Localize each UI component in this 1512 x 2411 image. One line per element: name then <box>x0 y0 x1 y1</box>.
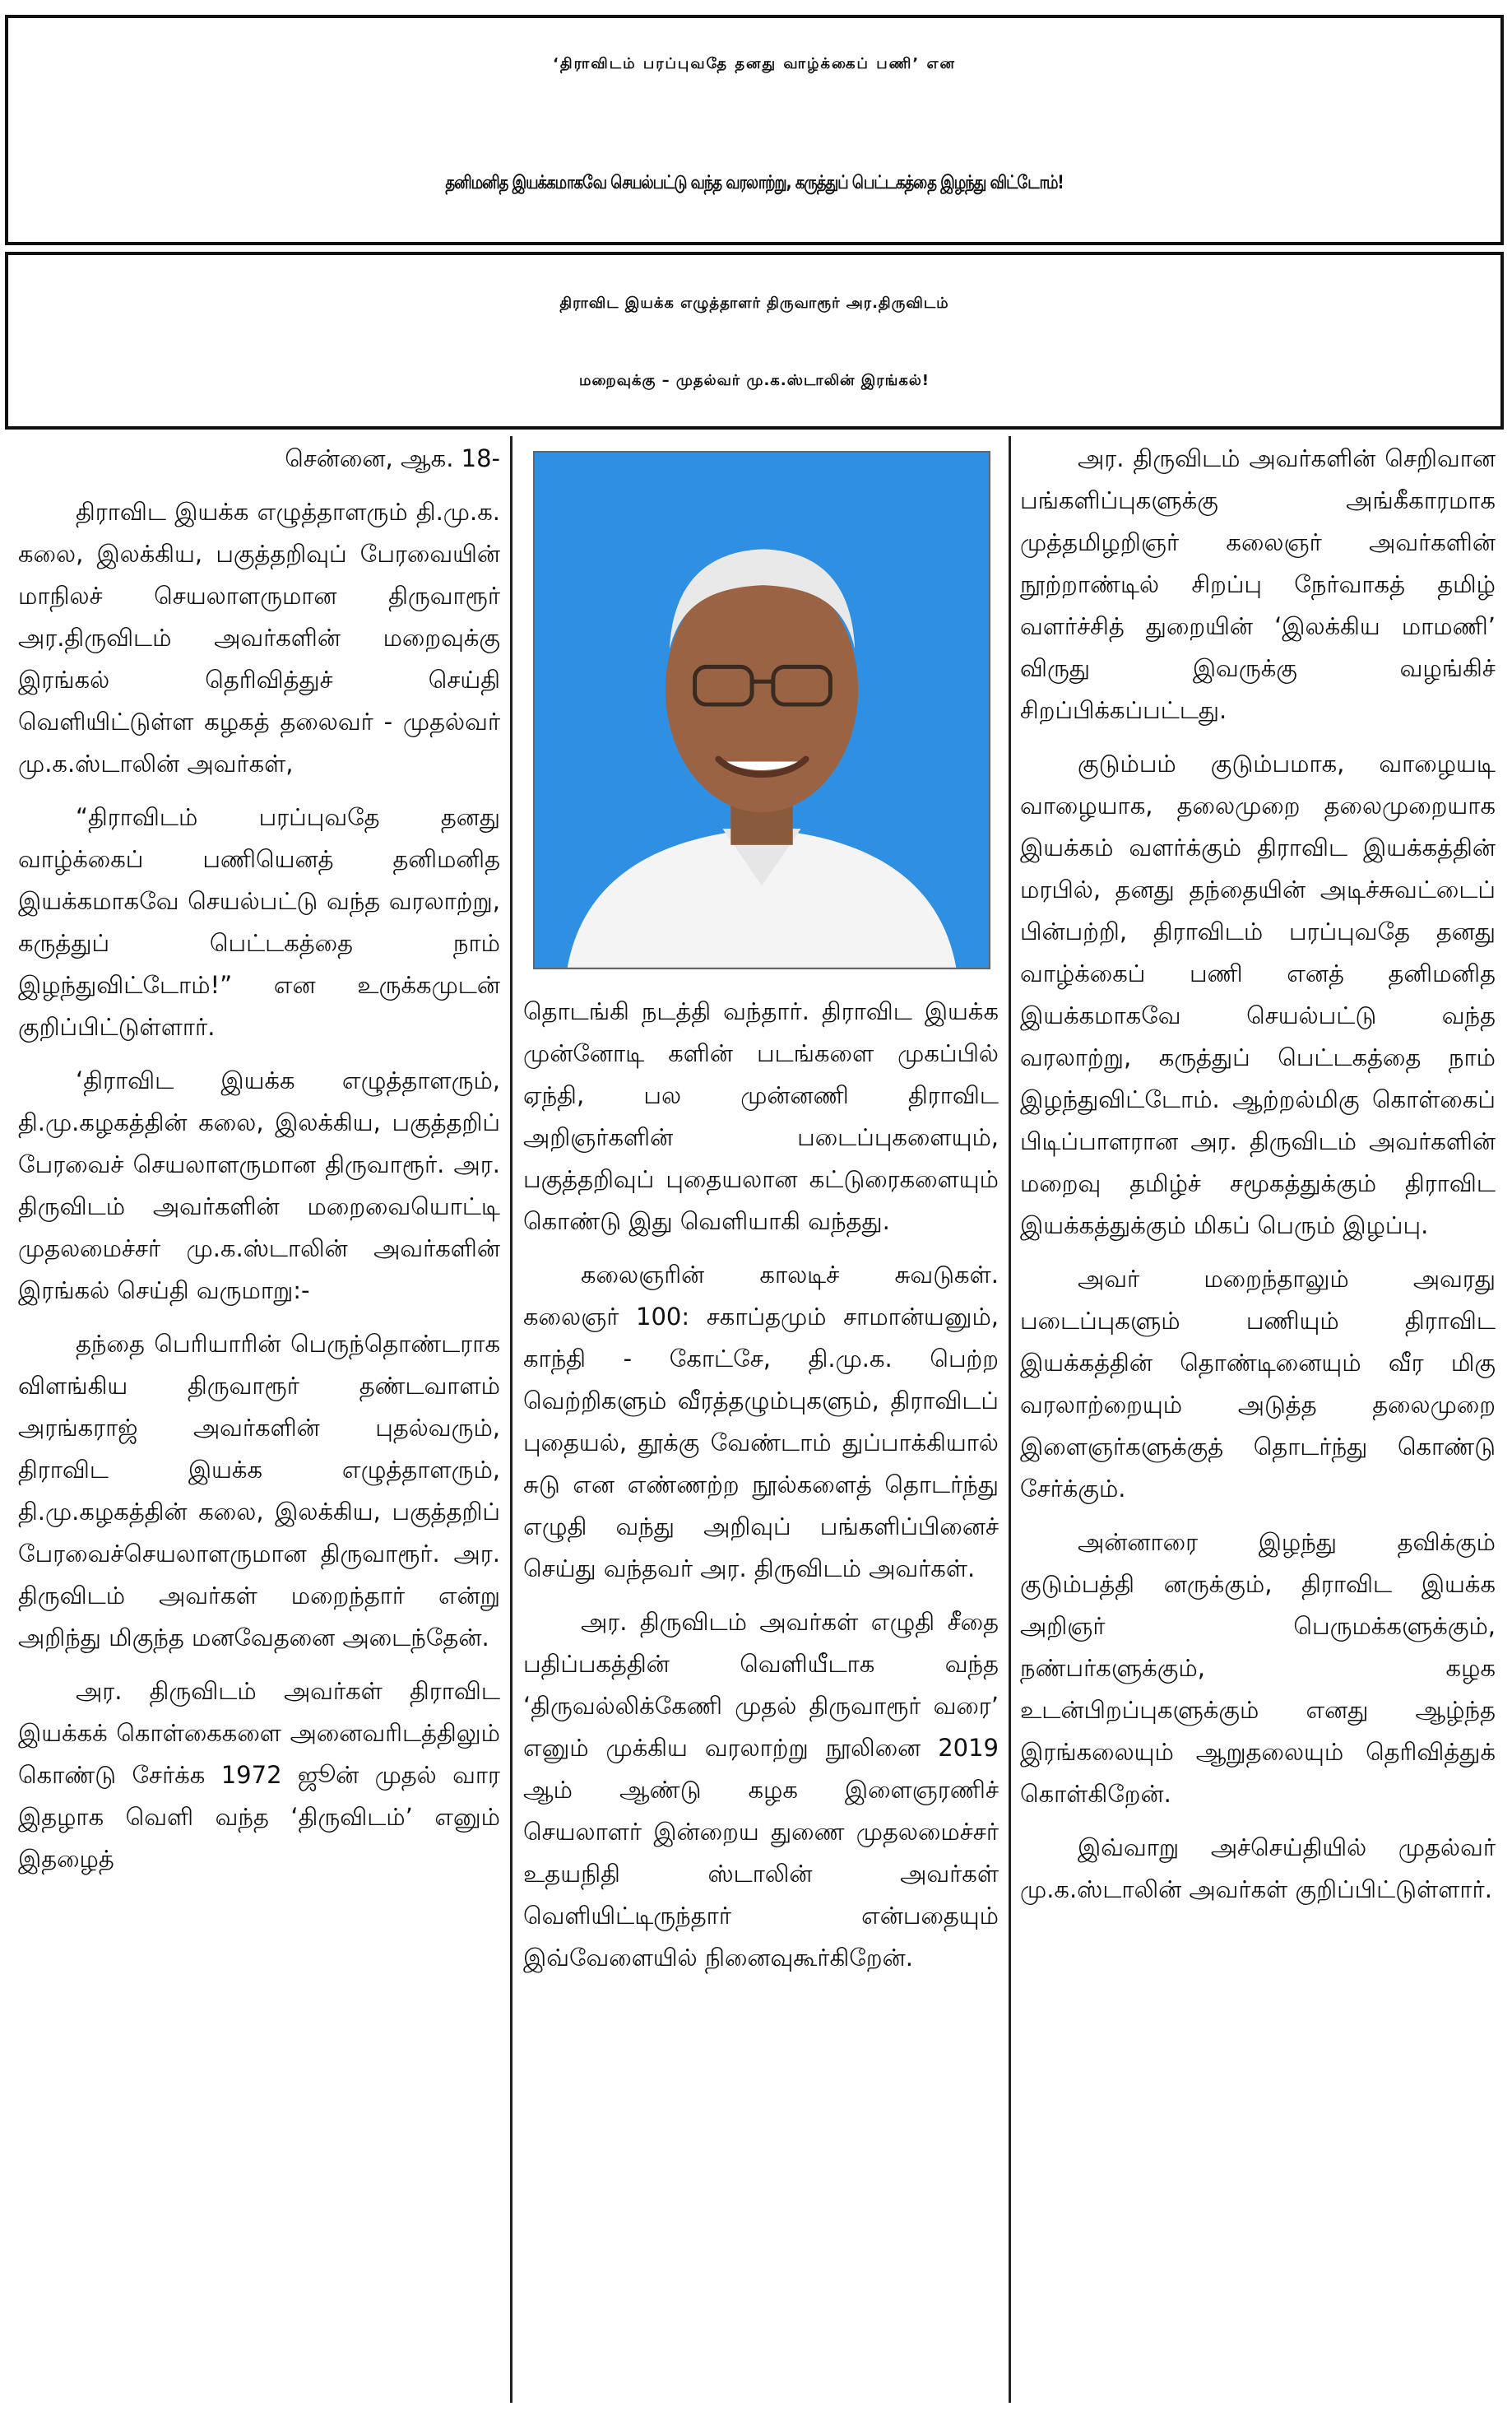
headline-box <box>5 15 1504 245</box>
headline-line-2: தனிமனித இயக்கமாகவே செயல்பட்டு வந்த வரலாற்று, கருத்துப் பெட்டகத்தை இழந்து விட்டோம்! <box>445 172 1064 194</box>
paragraph: தந்தை பெரியாரின் பெருந்தொண்டராக விளங்கிய திருவாரூர் தண்டவாளம் அரங்கராஜ் அவர்களின் புதல்வரும், திராவிட இயக்க எழுத்தாளரும், தி.மு.கழகத்தின் கலை, இலக்கிய, பகுத்தறிப் பேரவைச்செயலாளருமான திருவாரூர். அர. திருவிடம் அவர்கள் மறைந்தார் என்று அறிந்து மிகுந்த மனவேதனை அடைந்தேன். <box>18 1330 500 1651</box>
column-divider <box>1009 436 1011 2403</box>
paragraph: “திராவிடம் பரப்புவதே தனது வாழ்க்கைப் பணியெனத் தனிமனித இயக்கமாகவே செயல்பட்டு வந்த வரலாற்று, கருத்துப் பெட்டகத்தை நாம் இழந்துவிட்டோம்!” என உருக்கமுடன் குறிப்பிட்டுள்ளார். <box>18 803 500 1041</box>
portrait-icon <box>535 453 989 968</box>
article-column-1 <box>18 438 500 1892</box>
paragraph: குடும்பம் குடும்பமாக, வாழையடி வாழையாக, தலைமுறை தலைமுறையாக இயக்கம் வளர்க்கும் திராவிட இயக்கத்தின் மரபில், தனது தந்தையின் அடிச்சுவட்டைப் பின்பற்றி, திராவிடம் பரப்புவதே தனது வாழ்க்கைப் பணி எனத் தனிமனித இயக்கமாகவே செயல்பட்டு வந்த வரலாற்று, கருத்துப் பெட்டகத்தை நாம் இழந்துவிட்டோம். ஆற்றல்மிகு கொள்கைப் பிடிப்பாளரான அர. திருவிடம் அவர்களின் மறைவு தமிழ்ச் சமூகத்துக்கும் திராவிட இயக்கத்துக்கும் மிகப் பெரும் இழப்பு. <box>1020 750 1496 1239</box>
paragraph: ‘திராவிட இயக்க எழுத்தாளரும், தி.மு.கழகத்தின் கலை, இலக்கிய, பகுத்தறிப் பேரவைச் செயலாளருமான திருவாரூர். அர. திருவிடம் அவர்களின் மறைவையொட்டி முதலமைச்சர் மு.க.ஸ்டாலின் அவர்களின் இரங்கல் செய்தி வருமாறு:- <box>18 1066 500 1304</box>
dateline: சென்னை, ஆக. 18- <box>285 444 500 472</box>
portrait-photo <box>533 451 990 969</box>
paragraph: தொடங்கி நடத்தி வந்தார். திராவிட இயக்க முன்னோடி களின் படங்களை முகப்பில் ஏந்தி, பல முன்னணி திராவிட அறிஞர்களின் படைப்புகளையும், பகுத்தறிவுப் புதையலான கட்டுரைகளையும் கொண்டு இது வெளியாகி வந்தது. <box>523 997 999 1235</box>
paragraph: அர. திருவிடம் அவர்களின் செறிவான பங்களிப்புகளுக்கு அங்கீகாரமாக முத்தமிழறிஞர் கலைஞர் அவர்களின் நூற்றாண்டில் சிறப்பு நேர்வாகத் தமிழ் வளர்ச்சித் துறையின் ‘இலக்கிய மாமணி’ விருது இவருக்கு வழங்கிச் சிறப்பிக்கப்பட்டது. <box>1020 444 1496 724</box>
paragraph: அவர் மறைந்தாலும் அவரது படைப்புகளும் பணியும் திராவிட இயக்கத்தின் தொண்டினையும் வீர மிகு வரலாற்றையும் அடுத்த தலைமுறை இளைஞர்களுக்குத் தொடர்ந்து கொண்டு சேர்க்கும். <box>1020 1265 1496 1503</box>
headline-line-1: ‘திராவிடம் பரப்புவதே தனது வாழ்க்கைப் பணி’ என <box>553 55 956 72</box>
subheadline-box <box>5 252 1504 430</box>
article-column-2 <box>523 991 999 1991</box>
paragraph: அர. திருவிடம் அவர்கள் எழுதி சீதை பதிப்பகத்தின் வெளியீடாக வந்த ‘திருவல்லிக்கேணி முதல் திருவாரூர் வரை’ எனும் முக்கிய வரலாற்று நூலினை 2019 ஆம் ஆண்டு கழக இளைஞரணிச் செயலாளர் இன்றைய துணை முதலமைச்சர் உதயநிதி ஸ்டாலின் அவர்கள் வெளியிட்டிருந்தார் என்பதையும் இவ்வேளையில் நினைவுகூர்கிறேன். <box>523 1608 999 1972</box>
paragraph: அர. திருவிடம் அவர்கள் திராவிட இயக்கக் கொள்கைகளை அனைவரிடத்திலும் கொண்டு சேர்க்க 1972 ஜூன் முதல் வார இதழாக வெளி வந்த ‘திருவிடம்’ எனும் இதழைத் <box>18 1677 500 1873</box>
subheadline-line-1: திராவிட இயக்க எழுத்தாளர் திருவாரூர் அர.திருவிடம் <box>559 295 949 312</box>
paragraph: அன்னாரை இழந்து தவிக்கும் குடும்பத்தி னருக்கும், திராவிட இயக்க அறிஞர் பெருமக்களுக்கும், நண்பர்களுக்கும், கழக உடன்பிறப்புகளுக்கும் எனது ஆழ்ந்த இரங்கலையும் ஆறுதலையும் தெரிவித்துக் கொள்கிறேன். <box>1020 1528 1496 1808</box>
column-divider <box>510 436 513 2403</box>
paragraph: கலைஞரின் காலடிச் சுவடுகள். கலைஞர் 100: சகாப்தமும் சாமான்யனும், காந்தி - கோட்சே, தி.மு.க. பெற்ற வெற்றிகளும் வீரத்தழும்புகளும், திராவிடப் புதையல், தூக்கு வேண்டாம் துப்பாக்கியால் சுடு என எண்ணற்ற நூல்களைத் தொடர்ந்து எழுதி வந்து அறிவுப் பங்களிப்பினைச் செய்து வந்தவர் அர. திருவிடம் அவர்கள். <box>523 1261 999 1582</box>
article-column-3 <box>1020 438 1496 1922</box>
paragraph: திராவிட இயக்க எழுத்தாளரும் தி.மு.க. கலை, இலக்கிய, பகுத்தறிவுப் பேரவையின் மாநிலச் செயலாளருமான திருவாரூர் அர.திருவிடம் அவர்களின் மறைவுக்கு இரங்கல் தெரிவித்துச் செய்தி வெளியிட்டுள்ள கழகத் தலைவர் - முதல்வர் மு.க.ஸ்டாலின் அவர்கள், <box>18 498 500 778</box>
subheadline-line-2: மறைவுக்கு – முதல்வர் மு.க.ஸ்டாலின் இரங்கல்! <box>578 372 930 389</box>
paragraph: இவ்வாறு அச்செய்தியில் முதல்வர் மு.க.ஸ்டாலின் அவர்கள் குறிப்பிட்டுள்ளார். <box>1020 1833 1496 1903</box>
